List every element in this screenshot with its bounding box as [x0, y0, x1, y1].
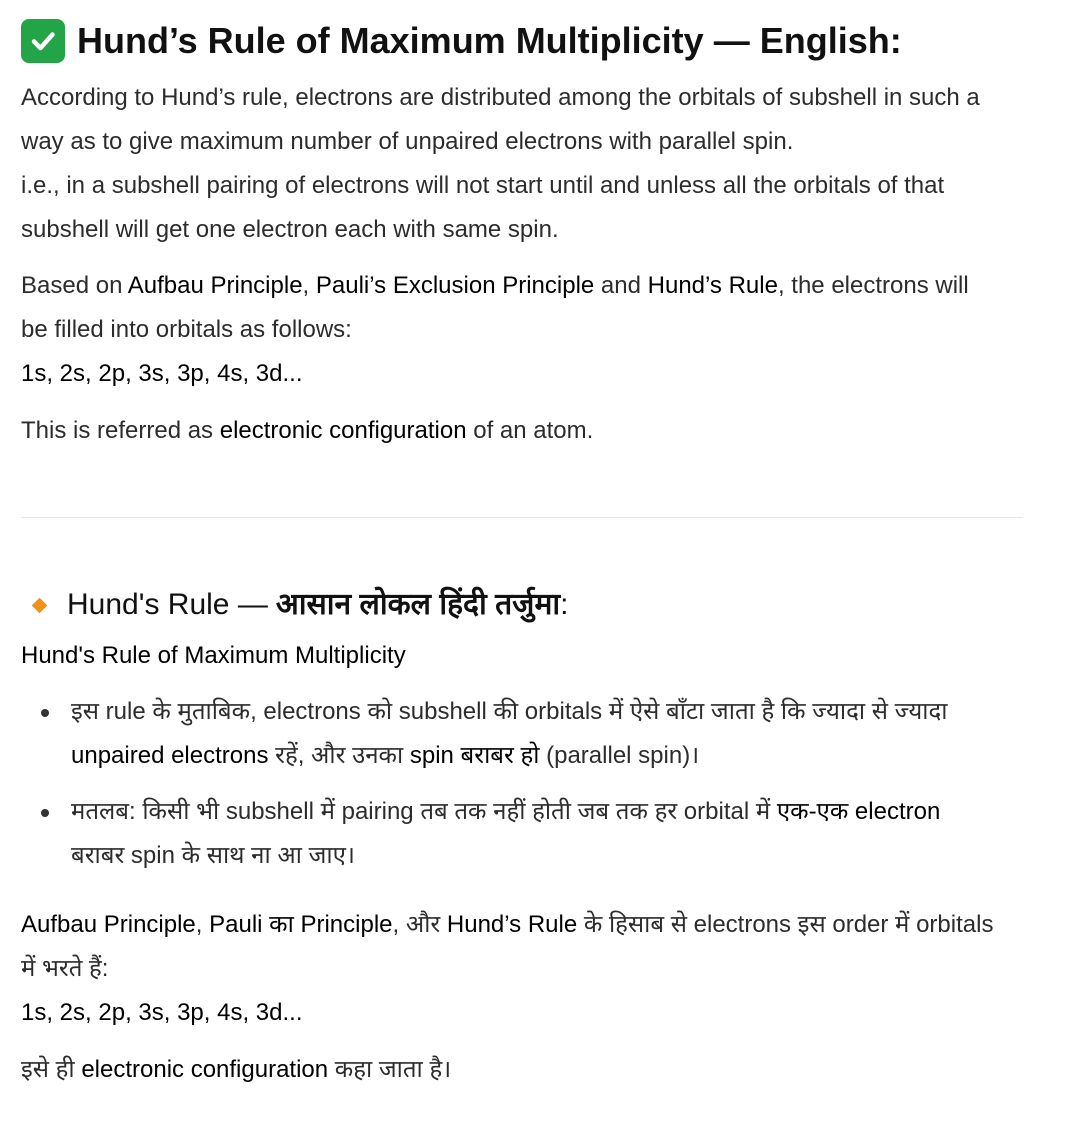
english-paragraph-3: This is referred as electronic configuration of an atom.: [21, 417, 594, 444]
hindi-paragraph-2: Aufbau Principle, Pauli का Principle, और Hund’s Rule के हिसाब से electrons इस order में orbitals में भरते हैं: 1s, 2s, 2p, 3s, 3p, 4s, 3d...: [21, 911, 994, 1026]
hindi-paragraph-3: इसे ही electronic configuration कहा जाता है।: [21, 1056, 452, 1083]
hindi-bullet-list: [21, 690, 1023, 878]
bullet-icon: [41, 709, 49, 717]
list-item: इस rule के मुताबिक, electrons को subshell की orbitals में ऐसे बाँटा जाता है कि ज्यादा से ज्यादा unpaired electrons रहें, और उनका spin बराबर हो (parallel spin)।: [21, 690, 1023, 778]
hindi-heading: Hund's Rule — आसान लोकल हिंदी तर्जुमा :: [21, 580, 1023, 630]
list-item: मतलब: किसी भी subshell में pairing तब तक नहीं होती जब तक हर orbital में एक-एक electron बराबर spin के साथ ना आ जाए।: [21, 790, 1023, 878]
orbital-order: 1s, 2s, 2p, 3s, 3p, 4s, 3d...: [21, 999, 303, 1026]
aufbau-term: Aufbau Principle: [127, 272, 303, 299]
section-divider: [21, 517, 1023, 518]
pauli-term: Pauli’s Exclusion Principle: [315, 272, 595, 299]
english-heading: [21, 14, 1023, 68]
orange-diamond-icon: [32, 597, 48, 613]
electronic-configuration-term: electronic configuration: [81, 1056, 329, 1083]
pauli-term: Pauli का Principle: [209, 911, 393, 938]
english-paragraph-1: According to Hund’s rule, electrons are distributed among the orbitals of subshell in such a way as to give maximum number of unpaired electrons with parallel spin. i.e., in a subshell pairing of electrons will not start until and unless all the orbitals of that subshell will get one electron each with same spin.: [21, 84, 980, 243]
aufbau-term: Aufbau Principle: [21, 911, 196, 938]
hunds-term: Hund’s Rule: [446, 911, 578, 938]
orbital-order: 1s, 2s, 2p, 3s, 3p, 4s, 3d...: [21, 360, 303, 387]
bullet-icon: [41, 809, 49, 817]
check-mark-icon: [21, 19, 65, 63]
english-heading-text: Hund’s Rule of Maximum Multiplicity — English:: [77, 20, 902, 61]
hunds-term: Hund’s Rule: [647, 272, 778, 299]
hindi-subtitle: Hund's Rule of Maximum Multiplicity: [21, 642, 406, 669]
electronic-configuration-term: electronic configuration: [219, 417, 467, 444]
english-paragraph-2: Based on Aufbau Principle, Pauli’s Exclusion Principle and Hund’s Rule, the electrons will be filled into orbitals as follows: 1s, 2s, 2p, 3s, 3p, 4s, 3d...: [21, 272, 969, 387]
